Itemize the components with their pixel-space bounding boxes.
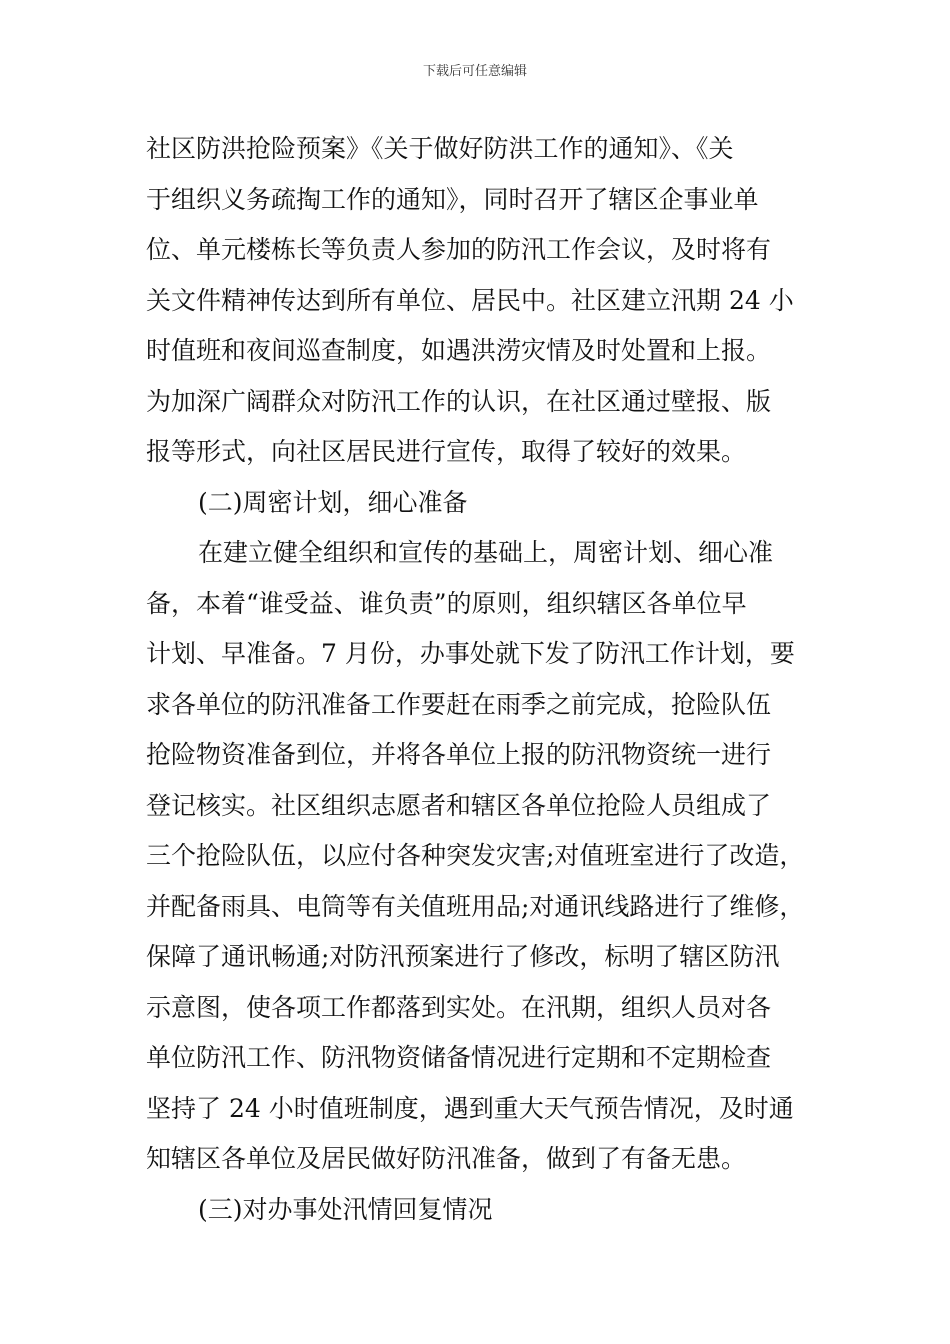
text-line: 并配备雨具、电筒等有关值班用品;对通讯线路进行了维修，: [146, 891, 805, 921]
document-body: [146, 124, 826, 1235]
text-line: 在建立健全组织和宣传的基础上，周密计划、细心准: [198, 538, 774, 567]
text-line: (二)周密计划，细心准备: [198, 487, 468, 517]
text-line: 知辖区各单位及居民做好防汛准备，做到了有备无患。: [146, 1144, 747, 1173]
text-line: 示意图，使各项工作都落到实处。在汛期，组织人员对各: [146, 992, 772, 1022]
text-line: 三个抢险队伍，以应付各种突发灾害;对值班室进行了改造，: [146, 841, 805, 870]
text-line: 备，本着“谁受益、谁负责”的原则，组织辖区各单位早: [146, 588, 747, 618]
text-line: 保障了通讯畅通;对防汛预案进行了修改，标明了辖区防汛: [146, 942, 780, 971]
text-line: (三)对办事处汛情回复情况: [198, 1194, 493, 1224]
text-line: 求各单位的防汛准备工作要赶在雨季之前完成，抢险队伍: [146, 689, 772, 719]
page-header: 下载后可任意编辑: [422, 64, 527, 79]
text-line: 抢险物资准备到位，并将各单位上报的防汛物资统一进行: [146, 740, 772, 769]
text-line: 登记核实。社区组织志愿者和辖区各单位抢险人员组成了: [146, 790, 772, 820]
text-line: 报等形式，向社区居民进行宣传，取得了较好的效果。: [146, 437, 747, 466]
text-line: 关文件精神传达到所有单位、居民中。社区建立汛期 24 小: [146, 285, 794, 315]
text-line: 单位防汛工作、防汛物资储备情况进行定期和不定期检查: [146, 1043, 772, 1072]
text-line: 坚持了 24 小时值班制度，遇到重大天气预告情况，及时通: [146, 1093, 794, 1123]
text-line: 时值班和夜间巡查制度，如遇洪涝灾情及时处置和上报。: [146, 336, 772, 365]
text-line: 为加深广阔群众对防汛工作的认识，在社区通过壁报、版: [146, 386, 772, 416]
text-line: 位、单元楼栋长等负责人参加的防汛工作会议，及时将有: [146, 235, 772, 264]
text-line: 社区防洪抢险预案》《关于做好防洪工作的通知》、《关: [146, 134, 734, 163]
text-line: 计划、早准备。7 月份，办事处就下发了防汛工作计划，要: [146, 639, 795, 668]
text-line: 于组织义务疏掏工作的通知》，同时召开了辖区企事业单: [146, 184, 759, 214]
